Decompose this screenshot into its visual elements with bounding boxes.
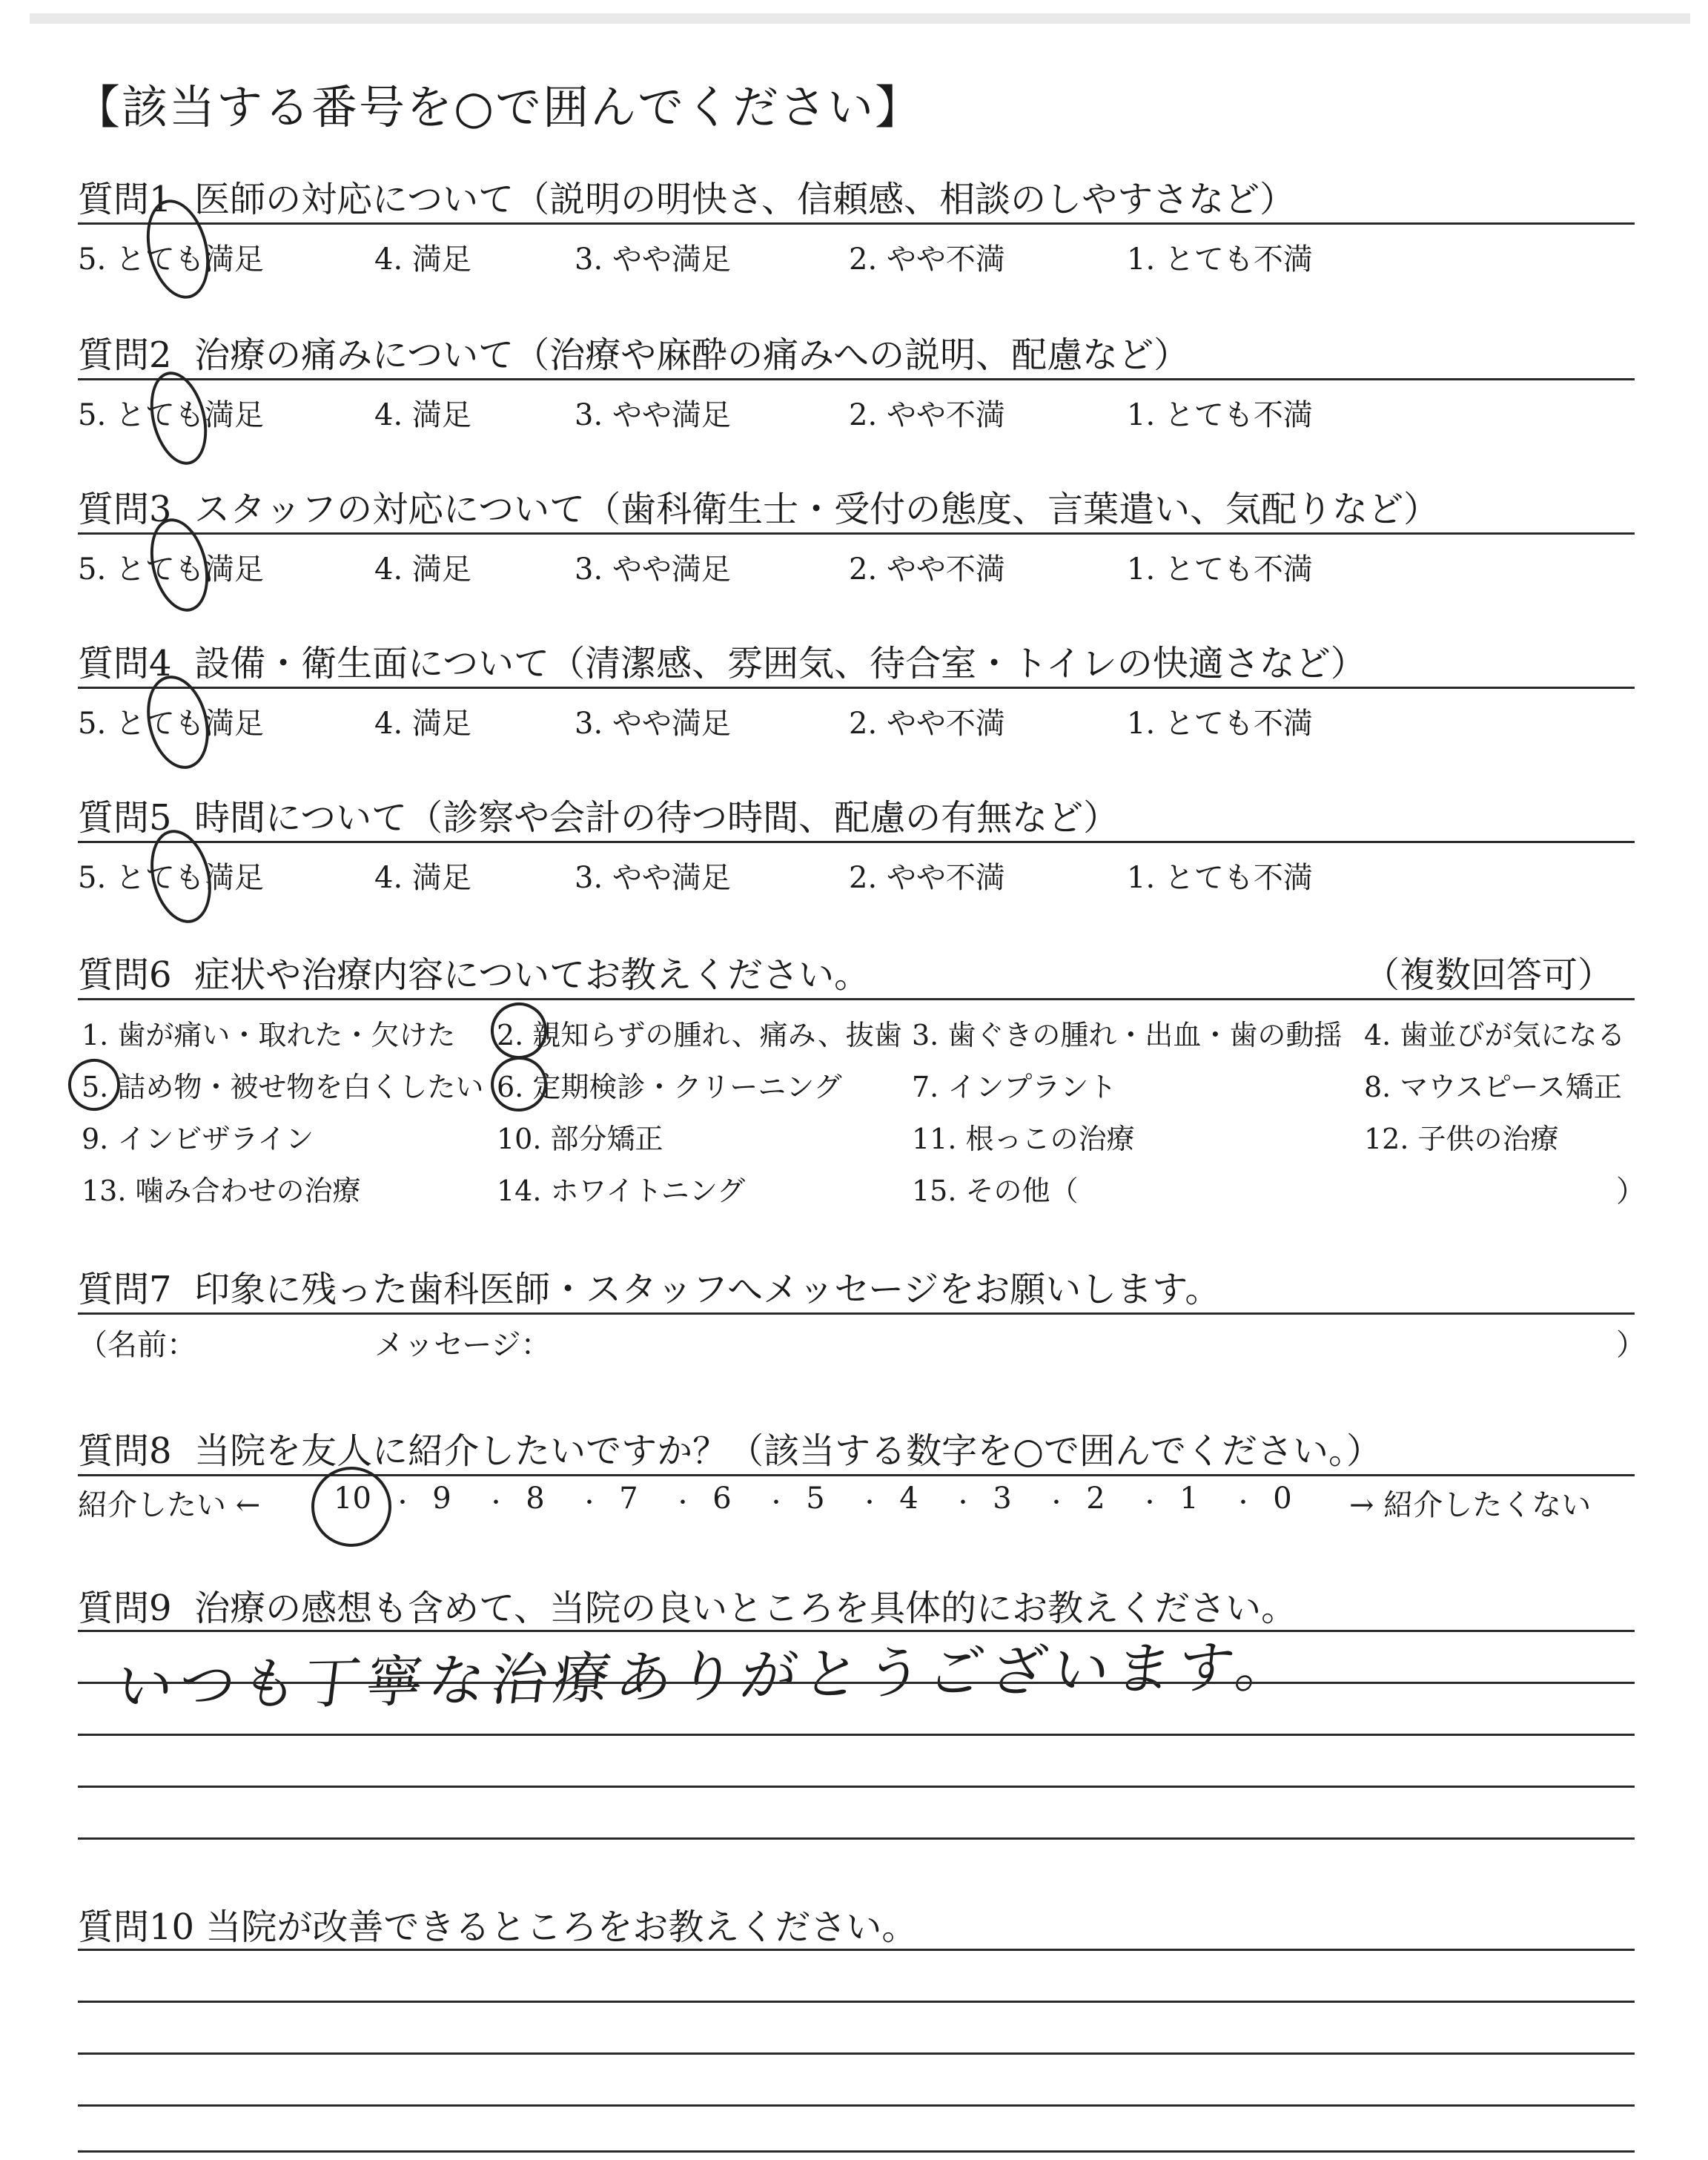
question-2-rule xyxy=(78,378,1635,380)
q6-option-5[interactable]: 5. 詰め物・被せ物を白くしたい xyxy=(82,1071,484,1103)
q10-answer-line-3 xyxy=(78,2104,1635,2107)
q6-option-2[interactable]: 2. 親知らずの腫れ、痛み、抜歯 xyxy=(497,1019,902,1051)
q2-option-5[interactable]: 5. とても満足 xyxy=(78,398,264,432)
q4-option-1[interactable]: 1. とても不満 xyxy=(1127,707,1313,741)
q8-number-7[interactable]: 7 xyxy=(619,1482,638,1516)
question-10-number: 質問10 xyxy=(78,1906,195,1948)
question-10-rule xyxy=(78,1949,1635,1951)
question-6-number: 質問6 xyxy=(78,954,172,996)
question-8-number: 質問8 xyxy=(78,1430,172,1472)
q7-message-label: メッセージ： xyxy=(374,1328,551,1362)
page-title: 【該当する番号を○で囲んでください】 xyxy=(74,80,923,134)
question-4-rule xyxy=(78,687,1635,689)
q3-option-4[interactable]: 4. 満足 xyxy=(374,552,471,587)
q8-right-label: → 紹介したくない xyxy=(1349,1488,1592,1522)
question-9 xyxy=(78,1579,1297,1631)
q8-number-8[interactable]: 8 xyxy=(526,1482,545,1516)
q5-option-2[interactable]: 2. やや不満 xyxy=(849,861,1005,895)
question-7-number: 質問7 xyxy=(78,1269,172,1310)
q2-option-2[interactable]: 2. やや不満 xyxy=(849,398,1005,432)
q6-option-6[interactable]: 6. 定期検診・クリーニング xyxy=(497,1071,842,1103)
q7-close: ） xyxy=(1616,1328,1646,1362)
question-4-number: 質問4 xyxy=(78,643,172,684)
q8-number-3[interactable]: 3 xyxy=(993,1482,1012,1516)
question-2-number: 質問2 xyxy=(78,334,172,376)
q6-option-12[interactable]: 12. 子供の治療 xyxy=(1364,1123,1559,1155)
question-4 xyxy=(78,635,1366,686)
q9-answer-line-4 xyxy=(78,1837,1635,1840)
question-6-note: （複数回答可） xyxy=(1364,954,1614,996)
q9-answer-line-1 xyxy=(78,1682,1635,1684)
q2-option-4[interactable]: 4. 満足 xyxy=(374,398,471,432)
q4-option-3[interactable]: 3. やや満足 xyxy=(575,707,731,741)
q8-separator-dot: ・ xyxy=(578,1490,600,1516)
q3-option-1[interactable]: 1. とても不満 xyxy=(1127,552,1313,587)
q9-handwritten-answer[interactable]: いつも丁寧な治療ありがとうございます。 xyxy=(112,1633,1302,1720)
q6-option-4[interactable]: 4. 歯並びが気になる xyxy=(1364,1019,1626,1051)
q1-option-2[interactable]: 2. やや不満 xyxy=(849,242,1005,277)
q7-name-label: （名前： xyxy=(78,1328,196,1362)
q5-option-1[interactable]: 1. とても不満 xyxy=(1127,861,1313,895)
question-1-text: 医師の対応について（説明の明快さ、信頼感、相談のしやすさなど） xyxy=(194,179,1296,220)
q8-separator-dot: ・ xyxy=(952,1490,974,1516)
q10-answer-line-1 xyxy=(78,2001,1635,2003)
q5-option-5[interactable]: 5. とても満足 xyxy=(78,861,264,895)
q1-option-5[interactable]: 5. とても満足 xyxy=(78,242,264,277)
question-6 xyxy=(78,946,870,997)
question-7 xyxy=(78,1261,1220,1312)
q8-separator-dot: ・ xyxy=(1139,1490,1161,1516)
question-3 xyxy=(78,480,1439,532)
question-9-text: 治療の感想も含めて、当院の良いところを具体的にお教えください。 xyxy=(194,1588,1297,1629)
question-3-number: 質問3 xyxy=(78,489,172,530)
question-9-number: 質問9 xyxy=(78,1588,172,1629)
question-1-rule xyxy=(78,222,1635,225)
question-5 xyxy=(78,789,1119,840)
q9-answer-line-2 xyxy=(78,1734,1635,1736)
q1-option-3[interactable]: 3. やや満足 xyxy=(575,242,731,277)
q6-option-2-selection-mark xyxy=(485,997,553,1065)
q4-option-4[interactable]: 4. 満足 xyxy=(374,707,471,741)
q9-answer-line-3 xyxy=(78,1786,1635,1788)
q8-left-label: 紹介したい ← xyxy=(78,1488,261,1522)
q5-option-3[interactable]: 3. やや満足 xyxy=(575,861,731,895)
question-7-text: 印象に残った歯科医師・スタッフへメッセージをお願いします。 xyxy=(194,1269,1221,1310)
q6-option-15[interactable]: 15. その他（ xyxy=(912,1175,1079,1207)
q8-separator-dot: ・ xyxy=(1045,1490,1068,1516)
q8-separator-dot: ・ xyxy=(391,1490,414,1516)
q4-option-5[interactable]: 5. とても満足 xyxy=(78,707,264,741)
scan-top-band xyxy=(30,13,1690,24)
q2-selection-mark xyxy=(142,366,216,471)
question-10-text: 当院が改善できるところをお教えください。 xyxy=(205,1906,918,1948)
question-5-rule xyxy=(78,841,1635,843)
q8-separator-dot: ・ xyxy=(672,1490,694,1516)
q3-option-5[interactable]: 5. とても満足 xyxy=(78,552,264,587)
q4-option-2[interactable]: 2. やや不満 xyxy=(849,707,1005,741)
q6-option-8[interactable]: 8. マウスピース矯正 xyxy=(1364,1071,1622,1103)
q6-option-7[interactable]: 7. インプラント xyxy=(912,1071,1117,1103)
q2-option-3[interactable]: 3. やや満足 xyxy=(575,398,731,432)
question-5-number: 質問5 xyxy=(78,797,172,839)
question-6-text: 症状や治療内容についてお教えください。 xyxy=(194,954,870,996)
q8-separator-dot: ・ xyxy=(858,1490,881,1516)
q6-option-11[interactable]: 11. 根っこの治療 xyxy=(912,1123,1135,1155)
q8-number-9[interactable]: 9 xyxy=(432,1482,451,1516)
q8-number-0[interactable]: 0 xyxy=(1273,1482,1292,1516)
question-2 xyxy=(78,326,1189,377)
question-2-text: 治療の痛みについて（治療や麻酔の痛みへの説明、配慮など） xyxy=(194,334,1190,376)
q3-option-3[interactable]: 3. やや満足 xyxy=(575,552,731,587)
q8-number-4[interactable]: 4 xyxy=(899,1482,918,1516)
q8-number-1[interactable]: 1 xyxy=(1179,1482,1199,1516)
question-1-number: 質問1 xyxy=(78,179,172,220)
q10-answer-line-4 xyxy=(78,2150,1635,2153)
q10-answer-line-2 xyxy=(78,2052,1635,2055)
q6-option-13[interactable]: 13. 噛み合わせの治療 xyxy=(82,1175,361,1207)
question-4-text: 設備・衛生面について（清潔感、雰囲気、待合室・トイレの快適さなど） xyxy=(194,643,1366,684)
q6-option-5-selection-mark xyxy=(63,1054,126,1117)
question-7-rule xyxy=(78,1312,1635,1315)
q8-number-2[interactable]: 2 xyxy=(1086,1482,1105,1516)
q8-separator-dot: ・ xyxy=(485,1490,507,1516)
q8-number-6[interactable]: 6 xyxy=(712,1482,732,1516)
question-3-rule xyxy=(78,532,1635,535)
q6-option-14[interactable]: 14. ホワイトニング xyxy=(497,1175,746,1207)
question-3-text: スタッフの対応について（歯科衛生士・受付の態度、言葉遣い、気配りなど） xyxy=(194,489,1440,530)
question-6-rule xyxy=(78,998,1635,1000)
question-8 xyxy=(78,1422,1382,1473)
q3-option-2[interactable]: 2. やや不満 xyxy=(849,552,1005,587)
q6-option-9[interactable]: 9. インビザライン xyxy=(82,1123,314,1155)
question-8-rule xyxy=(78,1474,1635,1476)
q6-option-6-selection-mark xyxy=(485,1051,553,1117)
question-5-text: 時間について（診察や会計の待つ時間、配慮の有無など） xyxy=(194,797,1119,839)
q5-option-4[interactable]: 4. 満足 xyxy=(374,861,471,895)
q8-separator-dot: ・ xyxy=(765,1490,787,1516)
q2-option-1[interactable]: 1. とても不満 xyxy=(1127,398,1313,432)
question-10 xyxy=(78,1898,917,1949)
question-8-text: 当院を友人に紹介したいですか？（該当する数字を○で囲んでください。） xyxy=(194,1430,1382,1472)
q8-number-10[interactable]: 10 xyxy=(334,1482,371,1516)
q8-number-5[interactable]: 5 xyxy=(806,1482,825,1516)
q6-option-1[interactable]: 1. 歯が痛い・取れた・欠けた xyxy=(82,1019,456,1051)
q6-option-3[interactable]: 3. 歯ぐきの腫れ・出血・歯の動揺 xyxy=(912,1019,1343,1051)
q1-option-1[interactable]: 1. とても不満 xyxy=(1127,242,1313,277)
q1-option-4[interactable]: 4. 満足 xyxy=(374,242,471,277)
question-1 xyxy=(78,171,1295,222)
q6-option-10[interactable]: 10. 部分矯正 xyxy=(497,1123,663,1155)
q6-other-close: ） xyxy=(1616,1175,1646,1209)
q8-separator-dot: ・ xyxy=(1232,1490,1254,1516)
